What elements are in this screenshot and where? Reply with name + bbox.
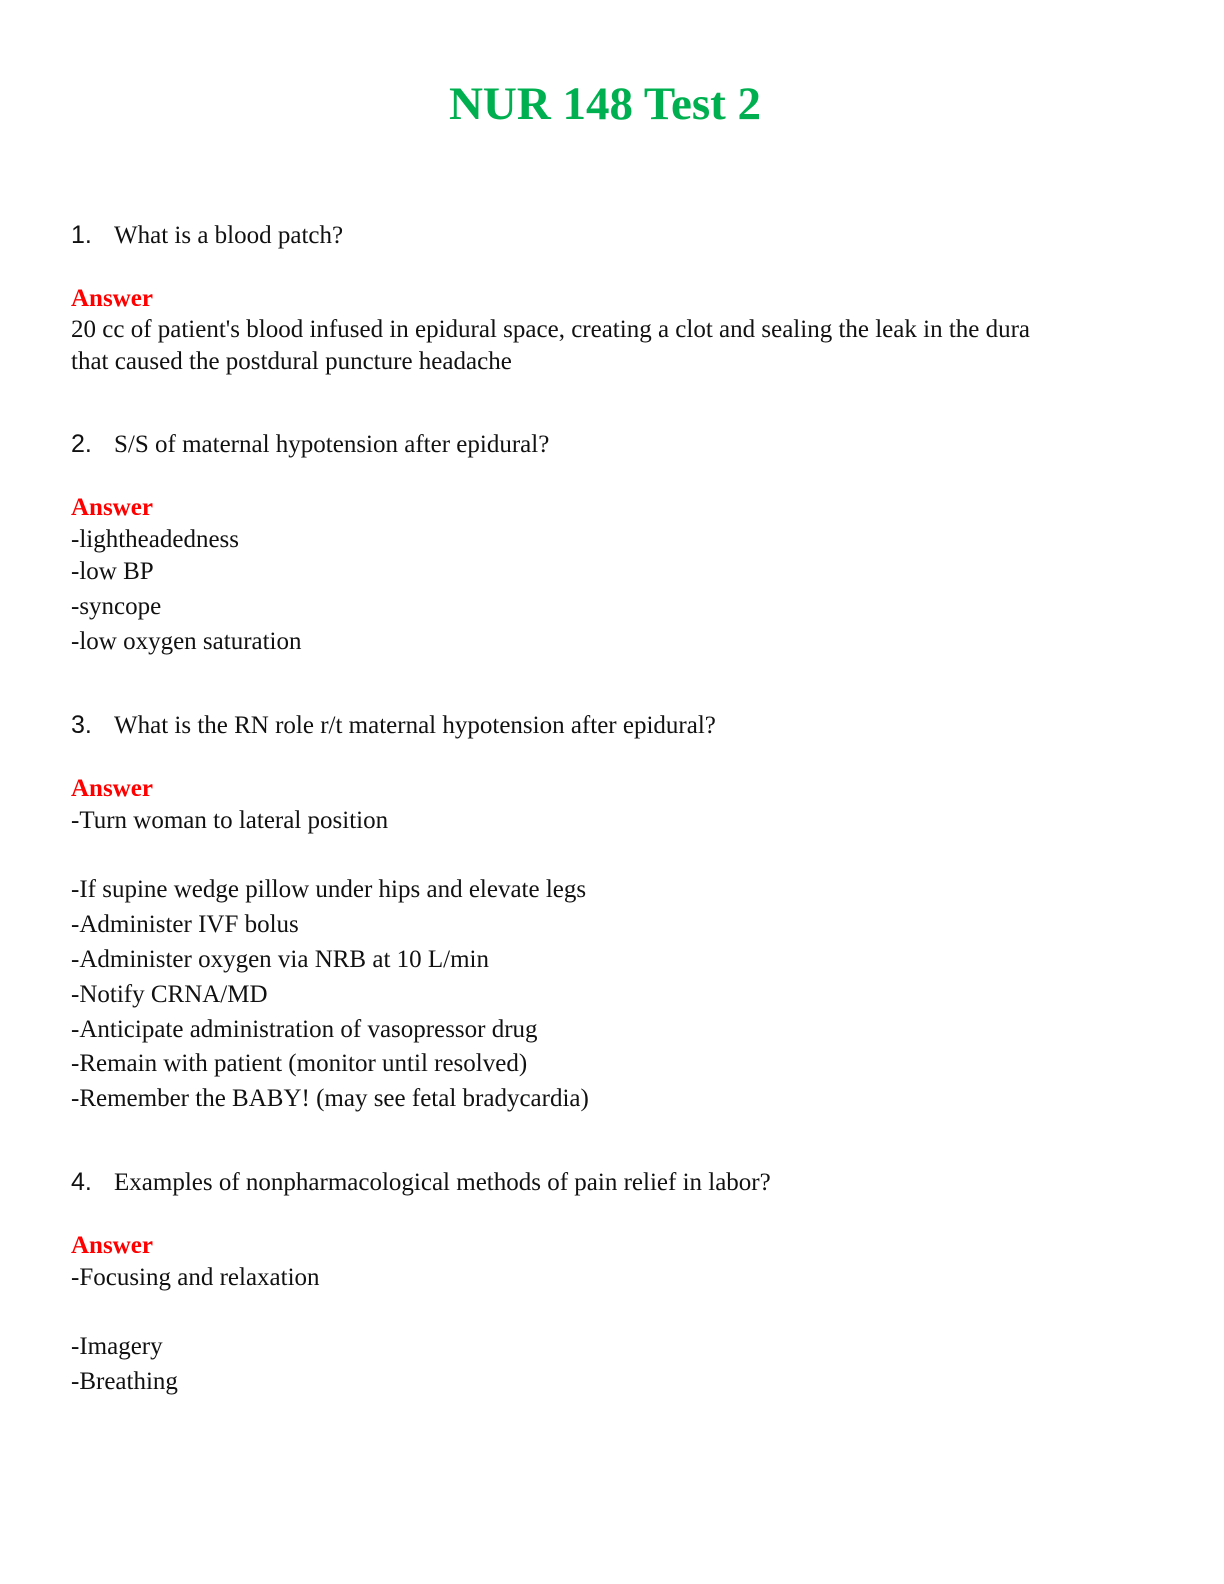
question-2 <box>71 428 549 461</box>
answer-line: -If supine wedge pillow under hips and elevate legs <box>71 876 587 903</box>
answer-label: Answer <box>71 775 153 802</box>
answer-line: -Remain with patient (monitor until resolved) <box>71 1050 528 1077</box>
answer-line: 20 cc of patient's blood infused in epidural space, creating a clot and sealing the leak in the dura <box>71 316 1031 343</box>
answer-line: -Imagery <box>71 1333 163 1360</box>
answer-line: -low BP <box>71 558 154 585</box>
answer-label: Answer <box>71 494 153 521</box>
answer-line: -low oxygen saturation <box>71 628 302 655</box>
answer-line: -Focusing and relaxation <box>71 1264 320 1291</box>
answer-label: Answer <box>71 1232 153 1259</box>
answer-line: -Anticipate administration of vasopressor drug <box>71 1016 538 1043</box>
answer-line: -Administer IVF bolus <box>71 911 299 938</box>
answer-line: -Administer oxygen via NRB at 10 L/min <box>71 946 490 973</box>
question-number: 1. <box>71 221 92 249</box>
answer-label: Answer <box>71 285 153 312</box>
question-number: 4. <box>71 1168 92 1196</box>
question-4 <box>71 1166 771 1199</box>
answer-line: -Remember the BABY! (may see fetal bradycardia) <box>71 1085 589 1112</box>
question-1 <box>71 219 343 252</box>
page-title: NUR 148 Test 2 <box>448 78 762 130</box>
question-number: 3. <box>71 711 92 739</box>
question-text: Examples of nonpharmacological methods of pain relief in labor? <box>114 1169 771 1196</box>
answer-line: -lightheadedness <box>71 526 240 553</box>
answer-line: -Breathing <box>71 1368 178 1395</box>
question-number: 2. <box>71 430 92 458</box>
answer-line: that caused the postdural puncture headache <box>71 348 512 375</box>
question-text: What is the RN role r/t maternal hypotension after epidural? <box>114 712 716 739</box>
question-text: What is a blood patch? <box>114 222 344 249</box>
question-3 <box>71 709 716 742</box>
question-text: S/S of maternal hypotension after epidural? <box>114 431 550 458</box>
answer-line: -Turn woman to lateral position <box>71 807 389 834</box>
answer-line: -syncope <box>71 593 162 620</box>
answer-line: -Notify CRNA/MD <box>71 981 268 1008</box>
